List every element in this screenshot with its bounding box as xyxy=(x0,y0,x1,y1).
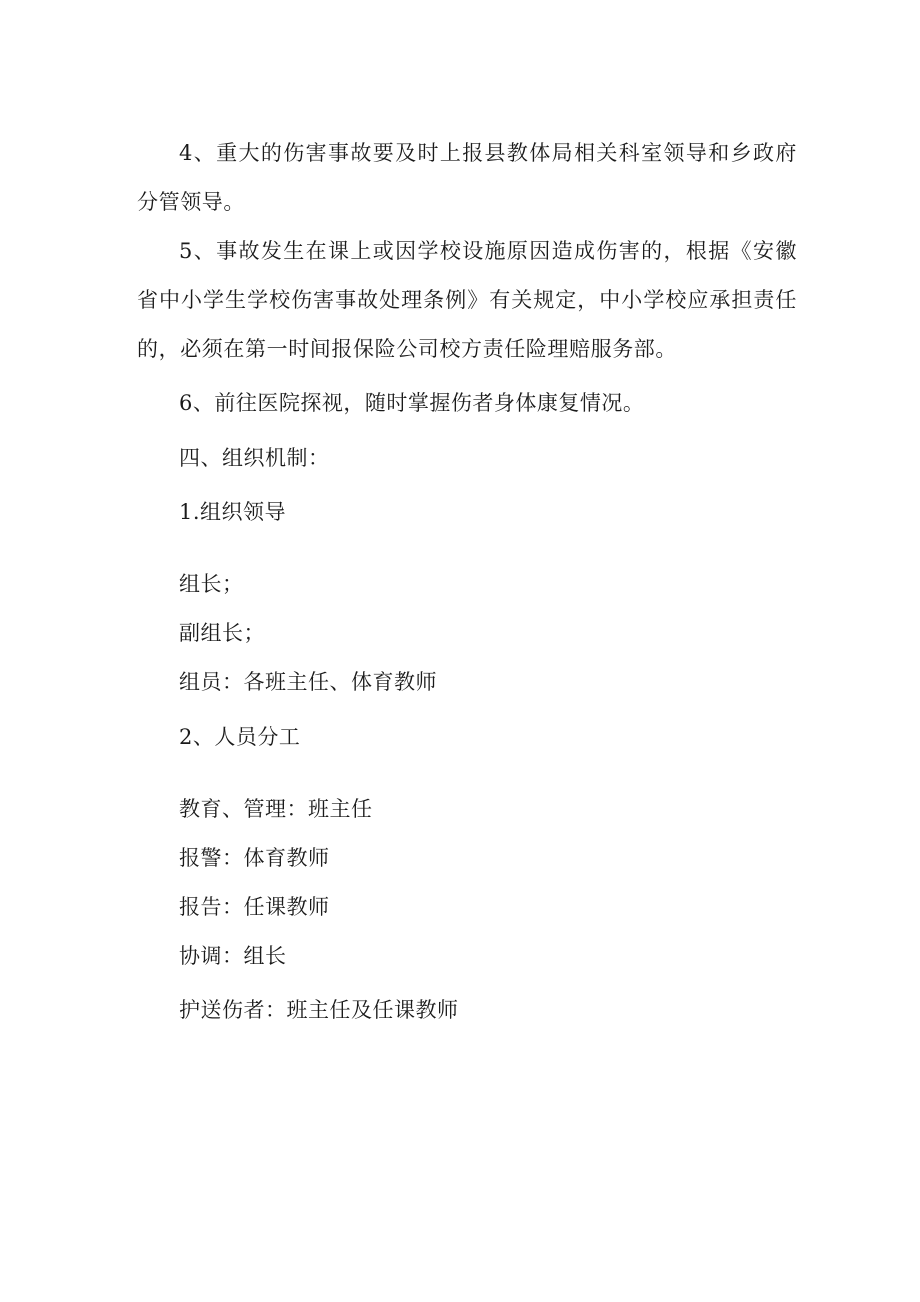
paragraph-item-4: 4、重大的伤害事故要及时上报县教体局相关科室领导和乡政府分管领导。 xyxy=(137,141,797,214)
members-line: 组员：各班主任、体育教师 xyxy=(179,670,437,694)
subheading-division-of-labor: 2、人员分工 xyxy=(179,725,301,749)
subheading-leadership: 1.组织领导 xyxy=(179,500,287,524)
duty-alarm-line: 报警：体育教师 xyxy=(179,846,330,870)
duty-report-line: 报告：任课教师 xyxy=(179,895,330,919)
duty-escort-line: 护送伤者：班主任及任课教师 xyxy=(179,998,459,1022)
paragraph-item-5: 5、事故发生在课上或因学校设施原因造成伤害的，根据《安徽省中小学生学校伤害事故处理条例》有关规定，中小学校应承担责任的，必须在第一时间报保险公司校方责任险理赔服务部。 xyxy=(137,239,797,361)
duty-education-line: 教育、管理：班主任 xyxy=(179,797,373,821)
section-heading-organization: 四、组织机制： xyxy=(179,446,330,470)
paragraph-item-6: 6、前往医院探视，随时掌握伤者身体康复情况。 xyxy=(179,391,645,415)
deputy-leader-line: 副组长； xyxy=(179,621,265,645)
duty-coordinate-line: 协调：组长 xyxy=(179,944,287,968)
leader-line: 组长； xyxy=(179,572,244,596)
